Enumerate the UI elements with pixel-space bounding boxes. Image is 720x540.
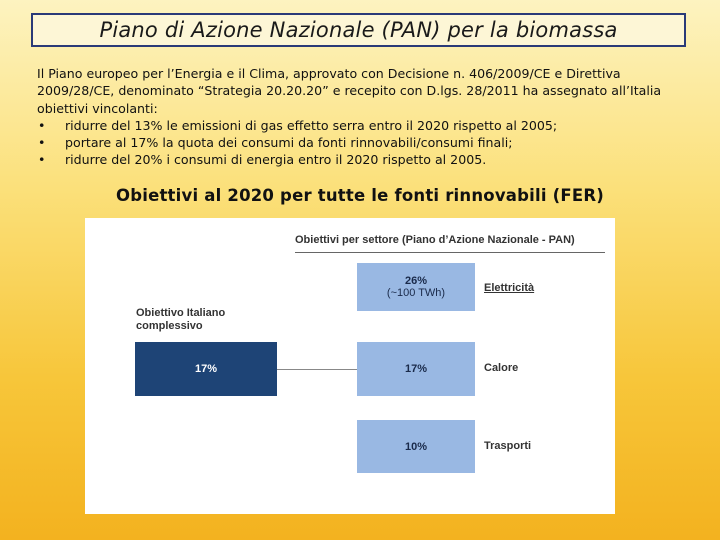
sector-value: 10% (404, 440, 428, 453)
objectives-figure (85, 218, 615, 514)
bullet-icon: • (38, 152, 46, 168)
list-item: • portare al 17% la quota dei consumi da fonti rinnovabili/consumi finali; (38, 135, 513, 151)
header-divider (295, 252, 605, 253)
intro-text (37, 65, 687, 169)
overall-target-box (135, 342, 277, 396)
connector-line (277, 369, 357, 370)
section-subtitle: Obiettivi al 2020 per tutte le fonti rinnovabili (FER) (115, 186, 604, 205)
sector-box-transport (357, 420, 475, 473)
sector-box-electricity (357, 263, 475, 311)
sector-value: 17% (404, 363, 428, 375)
page-title: Piano di Azione Nazionale (PAN) per la biomassa (99, 18, 618, 42)
sector-label-electricity: Elettricità (484, 282, 535, 294)
sector-label-transport: Trasporti (484, 440, 532, 452)
list-item: • ridurre del 13% le emissioni di gas effetto serra entro il 2020 rispetto al 2005; (38, 117, 558, 133)
intro-paragraph: Il Piano europeo per l’Energia e il Clima, approvato con Decisione n. 406/2009/CE e Direttiva 2009/28/CE, denominato “Strategia 20.20.20” e recepito con D.lgs. 28/2011 ha assegnato all’Italia obiettivi vincolanti: (37, 66, 662, 116)
overall-target-value: 17% (194, 363, 218, 375)
figure-header: Obiettivi per settore (Piano d’Azione Nazionale - PAN) (295, 234, 575, 246)
bullet-icon: • (38, 135, 46, 151)
sector-subvalue: (~100 TWh) (386, 287, 446, 299)
sector-label-heat: Calore (484, 362, 519, 374)
sector-value: 26% (404, 275, 428, 287)
objectives-list (37, 117, 687, 169)
bullet-icon: • (38, 117, 46, 133)
list-item: • ridurre del 20% i consumi di energia entro il 2020 rispetto al 2005. (38, 152, 487, 168)
title-box (31, 13, 686, 47)
sector-box-heat (357, 342, 475, 396)
overall-label: Obiettivo Italiano complessivo (136, 307, 226, 332)
